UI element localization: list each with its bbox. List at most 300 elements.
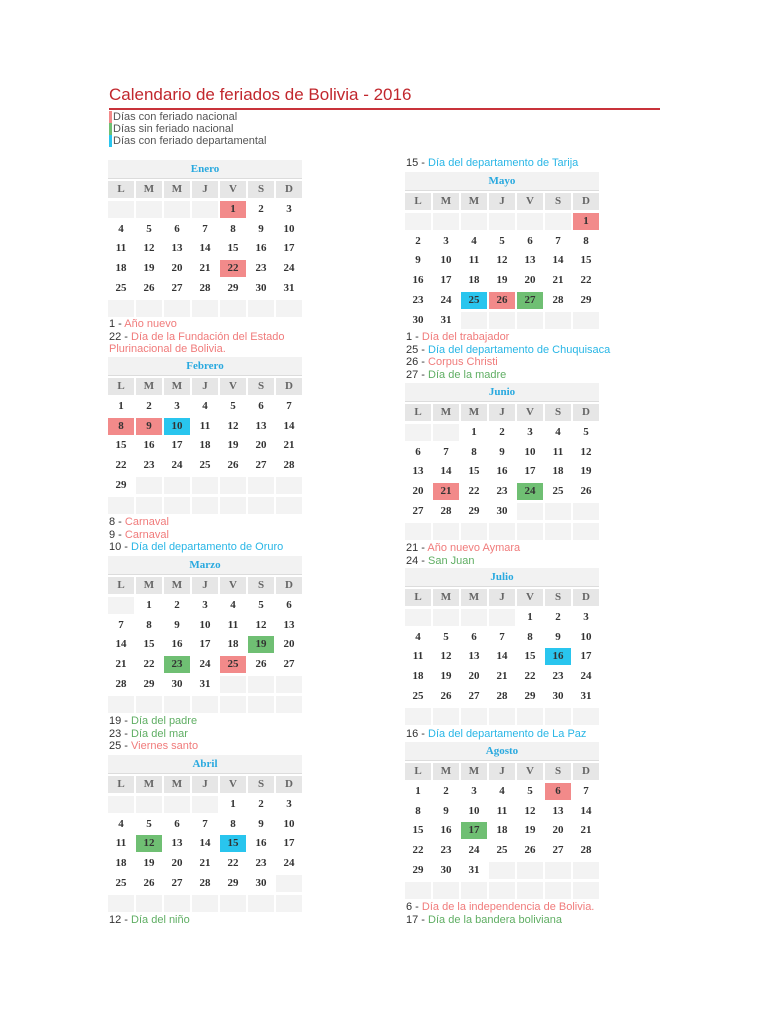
holiday-note-separator: - [418, 728, 429, 740]
month-abril [108, 755, 302, 915]
day-cell: 8 [415, 804, 421, 817]
day-cell: 4 [202, 399, 208, 412]
calendar-grid [108, 776, 302, 915]
holiday-note-separator: - [121, 715, 132, 727]
day-cell: 10 [468, 804, 480, 817]
holiday-note [109, 318, 309, 331]
day-cell: 10 [524, 445, 536, 458]
holiday-day-cell: 17 [461, 822, 487, 839]
day-cell: 10 [283, 817, 295, 830]
empty-day-cell [517, 708, 543, 725]
day-cell: 28 [199, 876, 211, 889]
empty-day-cell [192, 497, 218, 514]
day-cell: 27 [283, 658, 295, 671]
day-cell: 2 [174, 598, 180, 611]
empty-day-cell [276, 497, 302, 514]
day-cell: 6 [174, 817, 180, 830]
day-cell: 3 [583, 610, 589, 623]
weekday-header: S [248, 776, 274, 793]
day-cell: 31 [468, 863, 480, 876]
day-cell: 27 [552, 844, 564, 857]
day-cell: 20 [171, 857, 183, 870]
day-cell: 31 [440, 313, 452, 326]
holiday-day-cell: 1 [573, 213, 599, 230]
holiday-day-cell: 25 [461, 292, 487, 309]
empty-day-cell [276, 477, 302, 494]
day-cell: 6 [471, 630, 477, 643]
holiday-note-day: 10 [109, 541, 122, 554]
day-cell: 17 [171, 439, 183, 452]
empty-day-cell [108, 796, 134, 813]
empty-day-cell [136, 796, 162, 813]
day-cell: 21 [580, 824, 592, 837]
day-cell: 29 [412, 863, 424, 876]
day-cell: 4 [230, 598, 236, 611]
weekday-header: D [573, 193, 599, 210]
weekday-header: M [136, 181, 162, 198]
holiday-note [406, 901, 706, 914]
month-name: Abril [108, 755, 302, 774]
empty-day-cell [433, 424, 459, 441]
day-cell: 3 [174, 399, 180, 412]
day-cell: 29 [227, 876, 239, 889]
day-cell: 5 [527, 784, 533, 797]
holiday-note-day: 16 [406, 728, 419, 740]
day-cell: 26 [227, 459, 239, 472]
month-name: Agosto [405, 742, 599, 761]
weekday-header: M [433, 404, 459, 421]
weekday-header: M [433, 763, 459, 780]
day-cell: 12 [440, 650, 452, 663]
legend-label: Días con feriado departamental [113, 135, 267, 147]
holiday-day-cell: 8 [108, 418, 134, 435]
holiday-day-cell: 16 [545, 648, 571, 665]
empty-day-cell [164, 497, 190, 514]
weekday-header: S [248, 577, 274, 594]
empty-day-cell [573, 882, 599, 899]
day-cell: 22 [143, 658, 155, 671]
holiday-note-day: 23 [109, 727, 122, 740]
day-cell: 20 [255, 439, 267, 452]
day-cell: 19 [143, 262, 155, 275]
day-cell: 16 [440, 824, 452, 837]
empty-day-cell [405, 708, 431, 725]
empty-day-cell [136, 696, 162, 713]
holiday-note-separator: - [121, 541, 132, 554]
holiday-note-text: Día del niño [131, 914, 190, 926]
empty-day-cell [164, 300, 190, 317]
day-cell: 14 [115, 638, 127, 651]
holiday-day-cell: 1 [220, 201, 246, 218]
holiday-note-text: San Juan [428, 554, 475, 567]
holiday-note-separator: - [418, 554, 429, 567]
day-cell: 18 [496, 824, 508, 837]
holiday-note-day: 8 [109, 516, 116, 528]
month-name: Enero [108, 160, 302, 179]
day-cell: 24 [199, 658, 211, 671]
day-cell: 10 [199, 618, 211, 631]
empty-day-cell [489, 609, 515, 626]
day-cell: 26 [143, 281, 155, 294]
empty-day-cell [276, 875, 302, 892]
day-cell: 17 [283, 837, 295, 850]
empty-day-cell [220, 895, 246, 912]
holiday-note-day: 27 [406, 368, 419, 381]
holiday-note-day: 12 [109, 914, 122, 926]
empty-day-cell [108, 696, 134, 713]
day-cell: 1 [415, 784, 421, 797]
weekday-header: M [136, 378, 162, 395]
empty-day-cell [220, 676, 246, 693]
day-cell: 2 [555, 610, 561, 623]
holiday-note-text: Carnaval [124, 516, 169, 528]
day-cell: 11 [115, 837, 127, 850]
weekday-header: M [164, 378, 190, 395]
holiday-note-separator: - [418, 356, 429, 369]
empty-day-cell [461, 213, 487, 230]
empty-day-cell [164, 477, 190, 494]
holiday-note [406, 914, 706, 927]
holiday-note-text: Día del mar [131, 727, 188, 740]
empty-day-cell [108, 895, 134, 912]
day-cell: 27 [255, 459, 267, 472]
notes-enero [109, 318, 309, 356]
day-cell: 4 [118, 222, 124, 235]
legend-item-departamental [109, 135, 266, 147]
day-cell: 11 [496, 804, 508, 817]
empty-day-cell [545, 312, 571, 329]
day-cell: 17 [440, 274, 452, 287]
holiday-note-separator: - [418, 368, 429, 381]
weekday-header: D [573, 404, 599, 421]
weekday-header: S [545, 404, 571, 421]
day-cell: 22 [227, 857, 239, 870]
holiday-note [406, 542, 706, 555]
day-cell: 18 [552, 465, 564, 478]
day-cell: 7 [202, 817, 208, 830]
day-cell: 7 [583, 784, 589, 797]
empty-day-cell [164, 201, 190, 218]
day-cell: 7 [286, 399, 292, 412]
day-cell: 8 [583, 234, 589, 247]
day-cell: 31 [580, 689, 592, 702]
holiday-note-text: Día del departamento de Tarija [428, 157, 579, 169]
holiday-note-text: Corpus Christi [428, 356, 498, 369]
day-cell: 3 [202, 598, 208, 611]
day-cell: 31 [199, 677, 211, 690]
weekday-header: M [136, 776, 162, 793]
day-cell: 22 [412, 844, 424, 857]
legend-swatch-sin-feriado [109, 123, 112, 135]
day-cell: 3 [471, 784, 477, 797]
day-cell: 30 [552, 689, 564, 702]
notes-julio [406, 728, 706, 741]
day-cell: 24 [171, 459, 183, 472]
weekday-header: L [405, 763, 431, 780]
day-cell: 26 [143, 876, 155, 889]
weekday-header: L [405, 404, 431, 421]
day-cell: 30 [255, 876, 267, 889]
day-cell: 14 [283, 419, 295, 432]
month-name: Junio [405, 383, 599, 402]
holiday-note-text: Año nuevo Aymara [427, 542, 521, 554]
day-cell: 12 [496, 254, 508, 267]
holiday-note [109, 516, 329, 529]
empty-day-cell [433, 523, 459, 540]
holiday-note-text: Día de la Fundación del Estado Plurinacional de Bolivia. [109, 330, 285, 356]
day-cell: 18 [227, 638, 239, 651]
weekday-header: M [164, 577, 190, 594]
day-cell: 4 [555, 425, 561, 438]
weekday-header: S [545, 193, 571, 210]
empty-day-cell [136, 895, 162, 912]
day-cell: 24 [468, 844, 480, 857]
day-cell: 15 [143, 638, 155, 651]
day-cell: 9 [555, 630, 561, 643]
holiday-note-separator: - [121, 727, 132, 740]
empty-day-cell [164, 796, 190, 813]
day-cell: 13 [412, 465, 424, 478]
day-cell: 22 [115, 459, 127, 472]
empty-day-cell [192, 796, 218, 813]
empty-day-cell [248, 300, 274, 317]
weekday-header: L [405, 589, 431, 606]
holiday-day-cell: 25 [220, 656, 246, 673]
empty-day-cell [136, 497, 162, 514]
day-cell: 8 [230, 817, 236, 830]
day-cell: 20 [283, 638, 295, 651]
month-name: Febrero [108, 357, 302, 376]
day-cell: 9 [258, 817, 264, 830]
holiday-note-day: 15 [406, 157, 419, 169]
holiday-day-cell: 23 [164, 656, 190, 673]
weekday-header: J [489, 404, 515, 421]
holiday-note-day: 25 [406, 343, 419, 356]
day-cell: 14 [199, 837, 211, 850]
day-cell: 13 [552, 804, 564, 817]
weekday-header: V [517, 193, 543, 210]
holiday-note-text: Carnaval [124, 528, 169, 541]
day-cell: 15 [412, 824, 424, 837]
empty-day-cell [276, 676, 302, 693]
notes-marzo [109, 715, 329, 753]
day-cell: 16 [412, 274, 424, 287]
day-cell: 7 [202, 222, 208, 235]
day-cell: 2 [499, 425, 505, 438]
holiday-note-day: 6 [406, 901, 413, 913]
weekday-header: M [433, 589, 459, 606]
holiday-note [406, 356, 706, 369]
holiday-note [406, 369, 706, 382]
holiday-note [109, 715, 329, 728]
empty-day-cell [276, 895, 302, 912]
day-cell: 23 [412, 293, 424, 306]
day-cell: 6 [286, 598, 292, 611]
day-cell: 28 [283, 459, 295, 472]
holiday-note-day: 22 [109, 330, 122, 343]
empty-day-cell [405, 213, 431, 230]
notes-mayo-before [406, 157, 706, 170]
holiday-note-separator: - [418, 343, 429, 356]
empty-day-cell [545, 213, 571, 230]
holiday-day-cell: 10 [164, 418, 190, 435]
empty-day-cell [489, 213, 515, 230]
empty-day-cell [192, 696, 218, 713]
empty-day-cell [108, 497, 134, 514]
day-cell: 18 [412, 670, 424, 683]
notes-febrero [109, 516, 329, 554]
day-cell: 4 [118, 817, 124, 830]
day-cell: 22 [524, 670, 536, 683]
day-cell: 23 [143, 459, 155, 472]
empty-day-cell [573, 862, 599, 879]
day-cell: 30 [496, 504, 508, 517]
day-cell: 2 [415, 234, 421, 247]
legend-item-sin-feriado [109, 123, 266, 135]
day-cell: 8 [471, 445, 477, 458]
day-cell: 5 [443, 630, 449, 643]
day-cell: 10 [283, 222, 295, 235]
month-junio [405, 383, 599, 543]
calendar-grid [108, 577, 302, 716]
day-cell: 11 [412, 650, 424, 663]
empty-day-cell [276, 696, 302, 713]
day-cell: 28 [552, 293, 564, 306]
day-cell: 15 [580, 254, 592, 267]
day-cell: 21 [199, 262, 211, 275]
day-cell: 20 [524, 274, 536, 287]
holiday-note [406, 728, 706, 741]
empty-day-cell [192, 477, 218, 494]
holiday-note-day: 9 [109, 528, 116, 541]
day-cell: 19 [440, 670, 452, 683]
day-cell: 29 [115, 478, 127, 491]
day-cell: 8 [146, 618, 152, 631]
weekday-header: J [489, 589, 515, 606]
day-cell: 29 [227, 281, 239, 294]
empty-day-cell [220, 300, 246, 317]
day-cell: 22 [580, 274, 592, 287]
weekday-header: S [545, 589, 571, 606]
day-cell: 27 [412, 504, 424, 517]
legend-swatch-departamental [109, 135, 112, 147]
day-cell: 6 [415, 445, 421, 458]
day-cell: 14 [440, 465, 452, 478]
day-cell: 12 [255, 618, 267, 631]
weekday-header: M [461, 589, 487, 606]
month-julio [405, 568, 599, 728]
weekday-header: S [248, 378, 274, 395]
day-cell: 12 [524, 804, 536, 817]
empty-day-cell [164, 696, 190, 713]
day-cell: 5 [146, 222, 152, 235]
title-divider [109, 108, 660, 110]
empty-day-cell [489, 523, 515, 540]
day-cell: 24 [283, 857, 295, 870]
day-cell: 3 [286, 797, 292, 810]
holiday-note [109, 914, 329, 927]
notes-mayo [406, 331, 706, 381]
empty-day-cell [405, 882, 431, 899]
day-cell: 2 [258, 202, 264, 215]
empty-day-cell [136, 477, 162, 494]
holiday-note-text: Día del departamento de Oruro [131, 541, 284, 554]
holiday-note-separator: - [121, 740, 132, 753]
empty-day-cell [573, 312, 599, 329]
weekday-header: S [545, 763, 571, 780]
day-cell: 5 [499, 234, 505, 247]
month-enero [108, 160, 302, 320]
empty-day-cell [192, 300, 218, 317]
empty-day-cell [108, 201, 134, 218]
empty-day-cell [489, 862, 515, 879]
day-cell: 18 [115, 262, 127, 275]
empty-day-cell [248, 696, 274, 713]
day-cell: 3 [527, 425, 533, 438]
day-cell: 23 [255, 857, 267, 870]
day-cell: 1 [527, 610, 533, 623]
day-cell: 9 [174, 618, 180, 631]
holiday-day-cell: 24 [517, 483, 543, 500]
holiday-day-cell: 12 [136, 835, 162, 852]
holiday-note [109, 728, 329, 741]
empty-day-cell [489, 312, 515, 329]
weekday-header: V [517, 404, 543, 421]
day-cell: 9 [443, 804, 449, 817]
day-cell: 12 [227, 419, 239, 432]
day-cell: 11 [552, 445, 564, 458]
empty-day-cell [405, 609, 431, 626]
day-cell: 7 [443, 445, 449, 458]
empty-day-cell [164, 895, 190, 912]
day-cell: 30 [412, 313, 424, 326]
empty-day-cell [573, 708, 599, 725]
day-cell: 20 [171, 262, 183, 275]
empty-day-cell [545, 882, 571, 899]
day-cell: 4 [415, 630, 421, 643]
empty-day-cell [517, 503, 543, 520]
holiday-note-day: 25 [109, 740, 122, 753]
day-cell: 15 [468, 465, 480, 478]
calendar-grid [108, 378, 302, 517]
holiday-day-cell: 19 [248, 636, 274, 653]
day-cell: 1 [230, 797, 236, 810]
empty-day-cell [192, 201, 218, 218]
holiday-note-separator: - [115, 318, 125, 330]
month-febrero [108, 357, 302, 517]
day-cell: 14 [580, 804, 592, 817]
weekday-header: J [192, 181, 218, 198]
day-cell: 3 [443, 234, 449, 247]
day-cell: 8 [230, 222, 236, 235]
day-cell: 28 [115, 677, 127, 690]
day-cell: 14 [199, 242, 211, 255]
day-cell: 13 [255, 419, 267, 432]
empty-day-cell [405, 424, 431, 441]
empty-day-cell [108, 597, 134, 614]
holiday-note-text: Día de la independencia de Bolivia. [421, 901, 595, 913]
day-cell: 19 [496, 274, 508, 287]
day-cell: 5 [230, 399, 236, 412]
holiday-note-text: Año nuevo [124, 318, 177, 330]
weekday-header: S [248, 181, 274, 198]
empty-day-cell [517, 523, 543, 540]
weekday-header: D [276, 577, 302, 594]
empty-day-cell [489, 882, 515, 899]
day-cell: 16 [143, 439, 155, 452]
empty-day-cell [220, 497, 246, 514]
day-cell: 13 [468, 650, 480, 663]
